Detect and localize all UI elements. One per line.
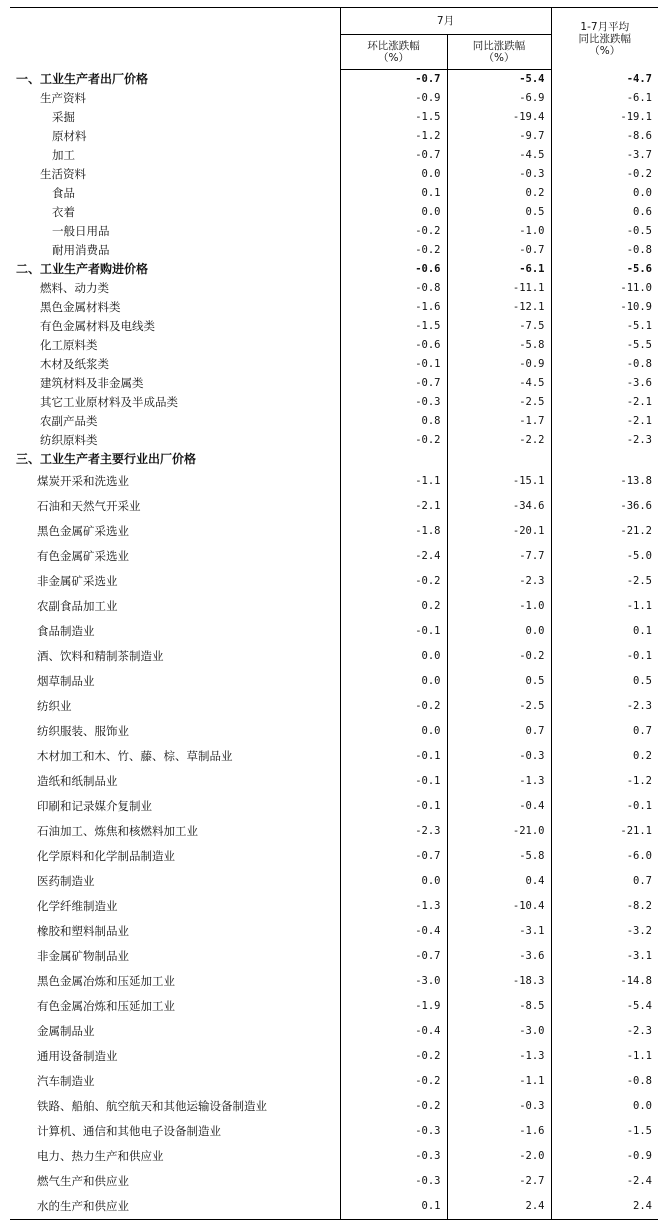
ytd-value: -1.5 — [551, 1119, 658, 1144]
yoy-value: -2.0 — [447, 1144, 551, 1169]
row-label: 橡胶和塑料制品业 — [37, 924, 129, 938]
ytd-value: -0.8 — [551, 355, 658, 374]
row-label: 原材料 — [52, 129, 87, 143]
ytd-value: -3.2 — [551, 919, 658, 944]
header-ytd-line1: 1-7月平均 — [580, 20, 630, 33]
row-label: 其它工业原材料及半成品类 — [40, 395, 178, 409]
mom-value: -2.3 — [340, 819, 447, 844]
row-label: 烟草制品业 — [37, 674, 95, 688]
mom-value: 0.0 — [340, 203, 447, 222]
table-row — [10, 1194, 658, 1220]
row-label: 造纸和纸制品业 — [37, 774, 118, 788]
yoy-value: -1.7 — [447, 412, 551, 431]
ytd-value: 0.0 — [551, 1094, 658, 1119]
yoy-value: -2.2 — [447, 431, 551, 450]
row-label: 黑色金属材料类 — [40, 300, 121, 314]
mom-value: -3.0 — [340, 969, 447, 994]
mom-value: -0.7 — [340, 70, 447, 90]
row-label: 非金属矿采选业 — [37, 574, 118, 588]
mom-value: -1.6 — [340, 298, 447, 317]
ppi-table — [10, 7, 658, 1220]
ytd-value: 0.0 — [551, 184, 658, 203]
row-label: 铁路、船舶、航空航天和其他运输设备制造业 — [37, 1099, 267, 1113]
yoy-value: -0.2 — [447, 644, 551, 669]
row-label: 通用设备制造业 — [37, 1049, 118, 1063]
row-label: 有色金属材料及电线类 — [40, 319, 155, 333]
table-row — [10, 994, 658, 1019]
table-row — [10, 569, 658, 594]
mom-value: -0.7 — [340, 374, 447, 393]
mom-value: -1.2 — [340, 127, 447, 146]
row-label: 计算机、通信和其他电子设备制造业 — [37, 1124, 221, 1138]
ytd-value — [551, 450, 658, 469]
yoy-value: 0.2 — [447, 184, 551, 203]
ytd-value: -14.8 — [551, 969, 658, 994]
ytd-value: -6.0 — [551, 844, 658, 869]
ytd-value: 0.7 — [551, 719, 658, 744]
yoy-value: -1.3 — [447, 769, 551, 794]
yoy-value: -0.9 — [447, 355, 551, 374]
mom-value: -1.5 — [340, 108, 447, 127]
row-label: 黑色金属冶炼和压延加工业 — [37, 974, 175, 988]
mom-value: -0.4 — [340, 919, 447, 944]
ytd-value: 0.7 — [551, 869, 658, 894]
ytd-value: -2.3 — [551, 431, 658, 450]
yoy-value: -11.1 — [447, 279, 551, 298]
ytd-value: -3.1 — [551, 944, 658, 969]
header-mom-line2: （%） — [378, 52, 409, 64]
row-label: 化学原料和化学制品制造业 — [37, 849, 175, 863]
mom-value: 0.8 — [340, 412, 447, 431]
yoy-value: -1.0 — [447, 594, 551, 619]
mom-value: 0.0 — [340, 644, 447, 669]
mom-value: -0.7 — [340, 944, 447, 969]
header-blank-cell — [10, 8, 340, 70]
yoy-value: -1.6 — [447, 1119, 551, 1144]
table-row — [10, 1019, 658, 1044]
ytd-value: -13.8 — [551, 469, 658, 494]
ytd-value: -3.7 — [551, 146, 658, 165]
ytd-value: 0.2 — [551, 744, 658, 769]
table-row — [10, 669, 658, 694]
header-mom — [340, 35, 447, 70]
row-label: 水的生产和供应业 — [10, 1194, 340, 1220]
ytd-value: -8.2 — [551, 894, 658, 919]
table-row — [10, 619, 658, 644]
mom-value: 0.0 — [340, 669, 447, 694]
row-label: 一、工业生产者出厂价格 — [16, 71, 149, 86]
header-month: 7月 — [340, 8, 551, 35]
yoy-value: -0.3 — [447, 165, 551, 184]
table-row — [10, 519, 658, 544]
ytd-value: -5.1 — [551, 317, 658, 336]
row-label: 纺织原料类 — [40, 433, 98, 447]
ytd-value: -11.0 — [551, 279, 658, 298]
table-row — [10, 374, 658, 393]
ytd-value: -1.1 — [551, 1044, 658, 1069]
row-label: 木材加工和木、竹、藤、棕、草制品业 — [37, 749, 233, 763]
table-row — [10, 1044, 658, 1069]
table-row — [10, 869, 658, 894]
row-label: 汽车制造业 — [37, 1074, 95, 1088]
yoy-value: -5.4 — [447, 70, 551, 90]
yoy-value: -0.4 — [447, 794, 551, 819]
yoy-value: -2.5 — [447, 694, 551, 719]
mom-value: -0.1 — [340, 794, 447, 819]
mom-value: -0.2 — [340, 222, 447, 241]
table-body — [10, 70, 658, 1220]
ytd-value: -2.4 — [551, 1169, 658, 1194]
yoy-value: -5.8 — [447, 336, 551, 355]
table-row — [10, 969, 658, 994]
row-label: 纺织服装、服饰业 — [37, 724, 129, 738]
yoy-value: -6.9 — [447, 89, 551, 108]
ytd-value: 2.4 — [551, 1194, 658, 1220]
ytd-value: -1.2 — [551, 769, 658, 794]
header-yoy-line1: 同比涨跌幅 — [472, 40, 526, 52]
yoy-value: 2.4 — [447, 1194, 551, 1220]
table-row — [10, 944, 658, 969]
mom-value: -0.7 — [340, 844, 447, 869]
table-row — [10, 1119, 658, 1144]
ytd-value: -2.1 — [551, 412, 658, 431]
row-label: 医药制造业 — [37, 874, 95, 888]
ytd-value: -0.8 — [551, 241, 658, 260]
mom-value: -0.7 — [340, 146, 447, 165]
mom-value: -0.2 — [340, 241, 447, 260]
table-row — [10, 127, 658, 146]
mom-value: -2.4 — [340, 544, 447, 569]
row-label: 化工原料类 — [40, 338, 98, 352]
mom-value: -0.2 — [340, 431, 447, 450]
yoy-value: -10.4 — [447, 894, 551, 919]
ytd-value: -5.0 — [551, 544, 658, 569]
mom-value: -0.3 — [340, 1169, 447, 1194]
row-label: 农副食品加工业 — [37, 599, 118, 613]
yoy-value: -34.6 — [447, 494, 551, 519]
table-row — [10, 203, 658, 222]
yoy-value: -4.5 — [447, 374, 551, 393]
yoy-value: -2.5 — [447, 393, 551, 412]
table-row — [10, 1169, 658, 1194]
mom-value: -1.5 — [340, 317, 447, 336]
table-row — [10, 819, 658, 844]
ytd-value: -10.9 — [551, 298, 658, 317]
ytd-value: -0.9 — [551, 1144, 658, 1169]
row-label: 金属制品业 — [37, 1024, 95, 1038]
ytd-value: 0.6 — [551, 203, 658, 222]
header-ytd-line2: 同比涨跌幅 — [578, 32, 631, 45]
table-row — [10, 393, 658, 412]
table-row — [10, 469, 658, 494]
row-label: 有色金属矿采选业 — [37, 549, 129, 563]
table-row — [10, 222, 658, 241]
ytd-value: -0.1 — [551, 794, 658, 819]
yoy-value: -21.0 — [447, 819, 551, 844]
section-row — [10, 260, 658, 279]
row-label: 生产资料 — [40, 91, 86, 105]
mom-value: -2.1 — [340, 494, 447, 519]
ytd-value: -8.6 — [551, 127, 658, 146]
ytd-value: -5.4 — [551, 994, 658, 1019]
row-label: 燃气生产和供应业 — [37, 1174, 129, 1188]
yoy-value: -1.1 — [447, 1069, 551, 1094]
ytd-value: -36.6 — [551, 494, 658, 519]
ytd-value: -0.1 — [551, 644, 658, 669]
yoy-value: 0.0 — [447, 619, 551, 644]
ytd-value: -0.5 — [551, 222, 658, 241]
header-mom-line1: 环比涨跌幅 — [367, 40, 420, 52]
row-label: 耐用消费品 — [52, 243, 110, 257]
table-row — [10, 594, 658, 619]
table-row — [10, 184, 658, 203]
mom-value: -0.2 — [340, 1094, 447, 1119]
mom-value: -0.6 — [340, 336, 447, 355]
row-label: 生活资料 — [40, 167, 86, 181]
header-yoy — [447, 35, 551, 70]
row-label: 有色金属冶炼和压延加工业 — [37, 999, 175, 1013]
mom-value: 0.0 — [340, 719, 447, 744]
table-row — [10, 919, 658, 944]
row-label: 石油加工、炼焦和核燃料加工业 — [37, 824, 198, 838]
mom-value: -0.4 — [340, 1019, 447, 1044]
yoy-value: -6.1 — [447, 260, 551, 279]
mom-value: -1.8 — [340, 519, 447, 544]
row-label: 酒、饮料和精制茶制造业 — [37, 649, 164, 663]
mom-value: -0.3 — [340, 1144, 447, 1169]
ytd-value: -6.1 — [551, 89, 658, 108]
yoy-value: -4.5 — [447, 146, 551, 165]
row-label: 加工 — [52, 148, 75, 162]
yoy-value: -3.1 — [447, 919, 551, 944]
yoy-value: -0.3 — [447, 1094, 551, 1119]
yoy-value: 0.4 — [447, 869, 551, 894]
yoy-value: -0.7 — [447, 241, 551, 260]
mom-value: -1.9 — [340, 994, 447, 1019]
yoy-value: -5.8 — [447, 844, 551, 869]
section-row — [10, 450, 658, 469]
ytd-value: -4.7 — [551, 70, 658, 90]
yoy-value: -0.3 — [447, 744, 551, 769]
yoy-value: -3.6 — [447, 944, 551, 969]
row-label: 黑色金属矿采选业 — [37, 524, 129, 538]
yoy-value: 0.5 — [447, 203, 551, 222]
ytd-value: -21.2 — [551, 519, 658, 544]
row-label: 三、工业生产者主要行业出厂价格 — [16, 452, 197, 466]
mom-value: -0.1 — [340, 769, 447, 794]
mom-value: -0.1 — [340, 619, 447, 644]
table-row — [10, 544, 658, 569]
section-row — [10, 70, 658, 90]
mom-value: -0.3 — [340, 1119, 447, 1144]
yoy-value: -20.1 — [447, 519, 551, 544]
mom-value: -1.1 — [340, 469, 447, 494]
table-row — [10, 1069, 658, 1094]
row-label: 煤炭开采和洗选业 — [37, 474, 129, 488]
row-label: 非金属矿物制品业 — [37, 949, 129, 963]
mom-value: -0.1 — [340, 744, 447, 769]
table-row — [10, 719, 658, 744]
mom-value: -0.8 — [340, 279, 447, 298]
table-header — [10, 8, 658, 70]
yoy-value: -15.1 — [447, 469, 551, 494]
ytd-value: -19.1 — [551, 108, 658, 127]
table-row — [10, 744, 658, 769]
table-row — [10, 794, 658, 819]
ytd-value: -1.1 — [551, 594, 658, 619]
mom-value: -0.3 — [340, 393, 447, 412]
yoy-value: 0.5 — [447, 669, 551, 694]
ytd-value: 0.5 — [551, 669, 658, 694]
table-row — [10, 431, 658, 450]
row-label: 采掘 — [52, 110, 75, 124]
yoy-value: 0.7 — [447, 719, 551, 744]
yoy-value: -7.5 — [447, 317, 551, 336]
table-row — [10, 1094, 658, 1119]
table-row — [10, 165, 658, 184]
mom-value: 0.1 — [340, 1194, 447, 1220]
mom-value: -0.9 — [340, 89, 447, 108]
ytd-value: -2.3 — [551, 1019, 658, 1044]
yoy-value: -2.3 — [447, 569, 551, 594]
row-label: 石油和天然气开采业 — [37, 499, 141, 513]
row-label: 燃料、动力类 — [40, 281, 109, 295]
yoy-value: -1.0 — [447, 222, 551, 241]
header-yoy-line2: （%） — [483, 52, 515, 64]
row-label: 农副产品类 — [40, 414, 98, 428]
table-row — [10, 412, 658, 431]
table-row — [10, 336, 658, 355]
mom-value: -0.6 — [340, 260, 447, 279]
table-row — [10, 494, 658, 519]
table-row — [10, 844, 658, 869]
mom-value: -1.3 — [340, 894, 447, 919]
mom-value: -0.2 — [340, 569, 447, 594]
header-ytd-line3: （%） — [589, 44, 621, 57]
yoy-value: -3.0 — [447, 1019, 551, 1044]
row-label: 印刷和记录媒介复制业 — [37, 799, 152, 813]
yoy-value: -2.7 — [447, 1169, 551, 1194]
row-label: 二、工业生产者购进价格 — [16, 262, 149, 276]
table-row — [10, 317, 658, 336]
yoy-value: -1.3 — [447, 1044, 551, 1069]
mom-value: -0.2 — [340, 1044, 447, 1069]
yoy-value: -9.7 — [447, 127, 551, 146]
table-row — [10, 146, 658, 165]
table-row — [10, 108, 658, 127]
yoy-value: -18.3 — [447, 969, 551, 994]
row-label: 电力、热力生产和供应业 — [37, 1149, 164, 1163]
mom-value: 0.2 — [340, 594, 447, 619]
ytd-value: -2.1 — [551, 393, 658, 412]
yoy-value: -7.7 — [447, 544, 551, 569]
row-label: 食品制造业 — [37, 624, 95, 638]
row-label: 化学纤维制造业 — [37, 899, 118, 913]
table-row — [10, 89, 658, 108]
mom-value: -0.1 — [340, 355, 447, 374]
mom-value — [340, 450, 447, 469]
row-label: 衣着 — [52, 205, 75, 219]
table-row — [10, 241, 658, 260]
ytd-value: -0.2 — [551, 165, 658, 184]
row-label: 纺织业 — [37, 699, 72, 713]
row-label: 建筑材料及非金属类 — [40, 376, 144, 390]
table-row — [10, 279, 658, 298]
ytd-value: 0.1 — [551, 619, 658, 644]
yoy-value: -12.1 — [447, 298, 551, 317]
table-row — [10, 694, 658, 719]
yoy-value: -19.4 — [447, 108, 551, 127]
table-row — [10, 1144, 658, 1169]
ytd-value: -21.1 — [551, 819, 658, 844]
mom-value: -0.2 — [340, 694, 447, 719]
mom-value: -0.2 — [340, 1069, 447, 1094]
ytd-value: -3.6 — [551, 374, 658, 393]
table-row — [10, 894, 658, 919]
mom-value: 0.0 — [340, 165, 447, 184]
mom-value: 0.1 — [340, 184, 447, 203]
table-row — [10, 644, 658, 669]
yoy-value: -8.5 — [447, 994, 551, 1019]
row-label: 食品 — [52, 186, 75, 200]
row-label: 木材及纸浆类 — [40, 357, 109, 371]
table-row — [10, 355, 658, 374]
yoy-value — [447, 450, 551, 469]
ytd-value: -5.6 — [551, 260, 658, 279]
ytd-value: -5.5 — [551, 336, 658, 355]
table-row — [10, 769, 658, 794]
header-ytd — [551, 8, 658, 70]
row-label: 一般日用品 — [52, 224, 110, 238]
mom-value: 0.0 — [340, 869, 447, 894]
ytd-value: -2.5 — [551, 569, 658, 594]
ytd-value: -2.3 — [551, 694, 658, 719]
table-row — [10, 298, 658, 317]
ytd-value: -0.8 — [551, 1069, 658, 1094]
